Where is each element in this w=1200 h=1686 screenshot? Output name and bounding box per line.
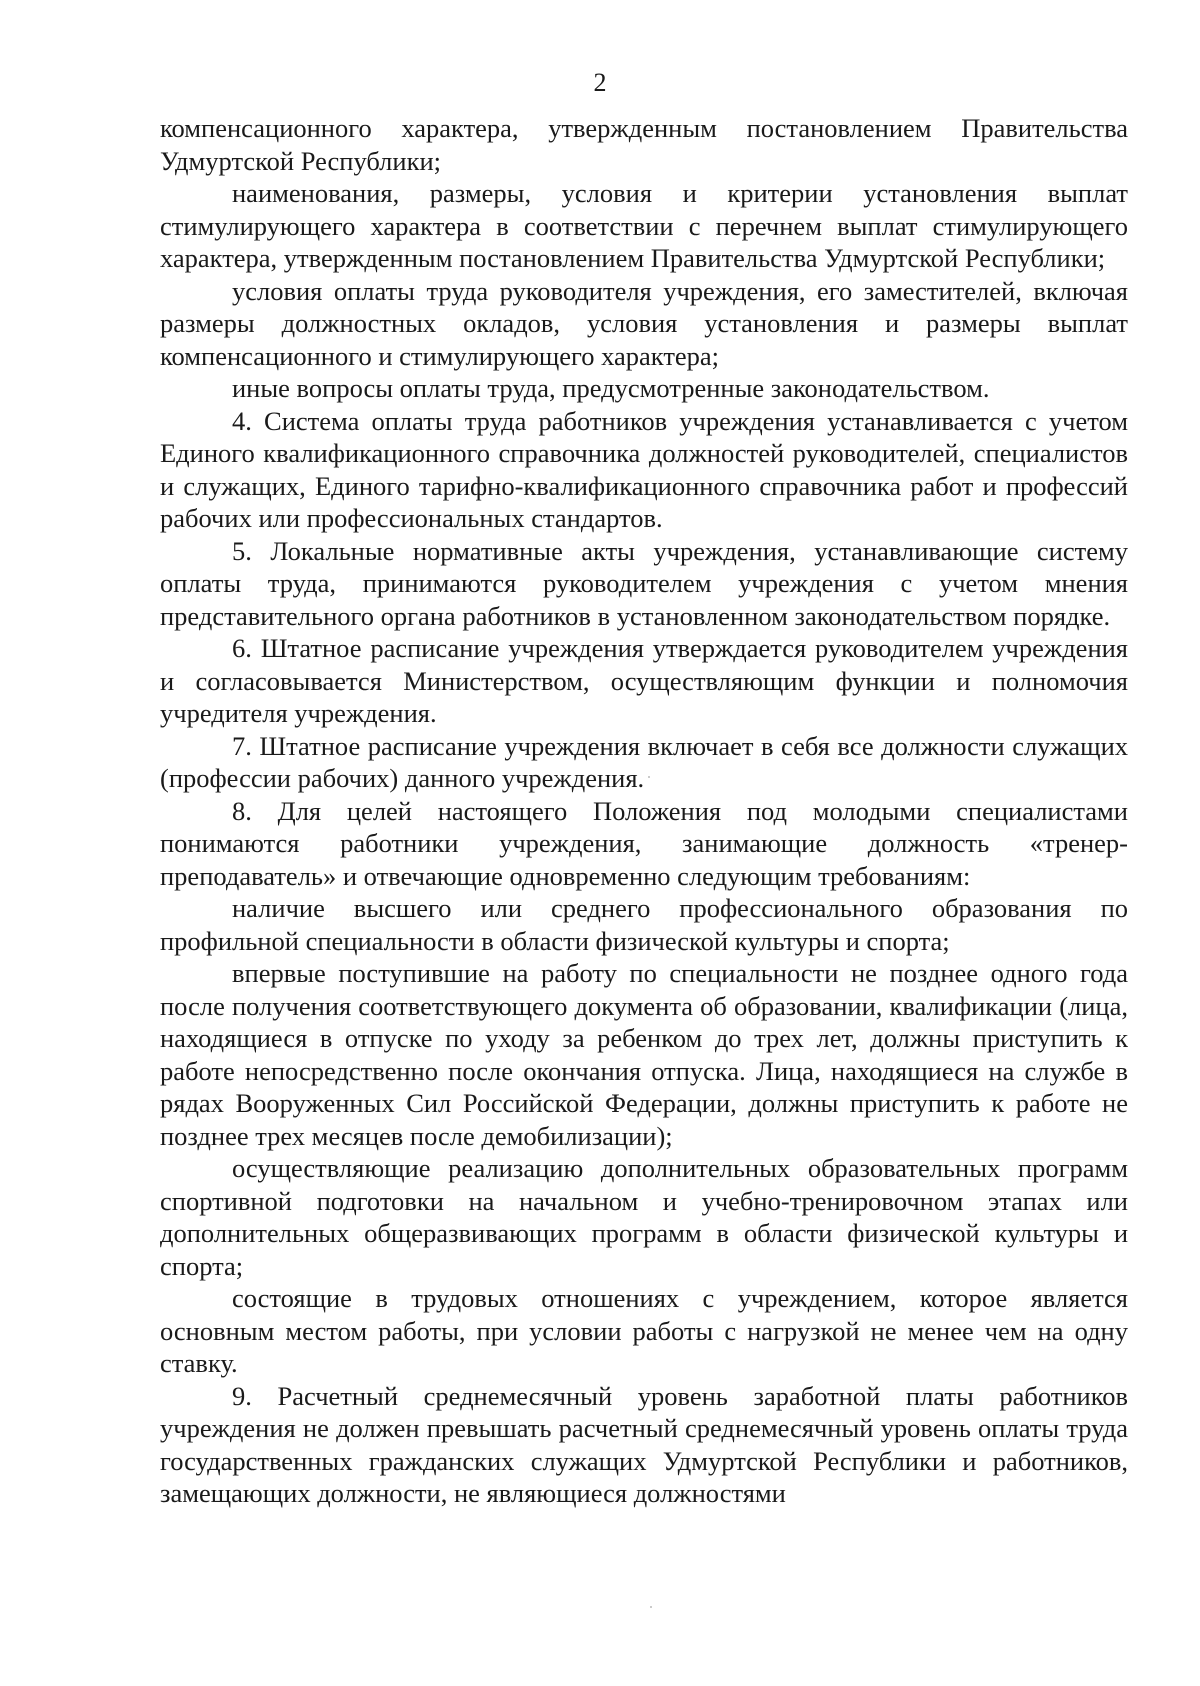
paragraph-director-pay-conditions: условия оплаты труда руководителя учреждения, его заместителей, включая размеры должностных окладов, условия установления и размеры выплат компенсационного и стимулирующего характера; <box>160 275 1128 371</box>
paragraph-continuation: компенсационного характера, утвержденным постановлением Правительства Удмуртской Республики; <box>160 113 1128 176</box>
paragraph-requirement-first-employment: впервые поступившие на работу по специальности не позднее одного года после получения соответствующего документа об образовании, квалификации (лица, находящиеся в отпуске по уходу за ребенком до трех лет, должны приступить к работе непосредственно после окончания отпуска. Лица, находящиеся на службе в рядах Вооруженных Сил Российской Федерации, должны приступить к работе не позднее трех месяцев после демобилизации); <box>160 958 1128 1151</box>
page-number: 2 <box>593 68 607 97</box>
paragraph-stimulating-payments: наименования, размеры, условия и критерии установления выплат стимулирующего характера в соответствии с перечнем выплат стимулирующего характера, утвержденным постановлением Правительства Удмуртской Республики; <box>160 178 1128 273</box>
paragraph-item-4: 4. Система оплаты труда работников учреждения устанавливается с учетом Единого квалификационного справочника должностей руководителей, специалистов и служащих, Единого тарифно-квалификационного справочника работ и профессий рабочих или профессиональных стандартов. <box>160 405 1128 533</box>
paragraph-requirement-education: наличие высшего или среднего профессионального образования по профильной специальности в области физической культуры и спорта; <box>160 893 1128 956</box>
paragraph-requirement-programs: осуществляющие реализацию дополнительных образовательных программ спортивной подготовки на начальном и учебно-тренировочном этапах или дополнительных общеразвивающих программ в области физической культуры и спорта; <box>160 1153 1128 1281</box>
scan-speck <box>648 776 650 778</box>
paragraph-item-6: 6. Штатное расписание учреждения утверждается руководителем учреждения и согласовывается Министерством, осуществляющим функции и полномочия учредителя учреждения. <box>160 633 1128 728</box>
scan-speck <box>650 1606 652 1608</box>
paragraph-requirement-employment-relations: состоящие в трудовых отношениях с учреждением, которое является основным местом работы, при условии работы с нагрузкой не менее чем на одну ставку. <box>160 1283 1128 1378</box>
paragraph-other-pay-questions: иные вопросы оплаты труда, предусмотренные законодательством. <box>232 373 990 403</box>
document-body <box>160 112 1128 1510</box>
paragraph-item-5: 5. Локальные нормативные акты учреждения, устанавливающие систему оплаты труда, принимаются руководителем учреждения с учетом мнения представительного органа работников в установленном законодательством порядке. <box>160 535 1128 631</box>
paragraph-item-9: 9. Расчетный среднемесячный уровень заработной платы работников учреждения не должен превышать расчетный среднемесячный уровень оплаты труда государственных гражданских служащих Удмуртской Республики и работников, замещающих должности, не являющиеся должностями <box>160 1380 1128 1508</box>
paragraph-item-8: 8. Для целей настоящего Положения под молодыми специалистами понимаются работники учреждения, занимающие должность «тренер-преподаватель» и отвечающие одновременно следующим требованиям: <box>160 795 1128 891</box>
paragraph-item-7: 7. Штатное расписание учреждения включает в себя все должности служащих (профессии рабочих) данного учреждения. <box>160 730 1128 793</box>
